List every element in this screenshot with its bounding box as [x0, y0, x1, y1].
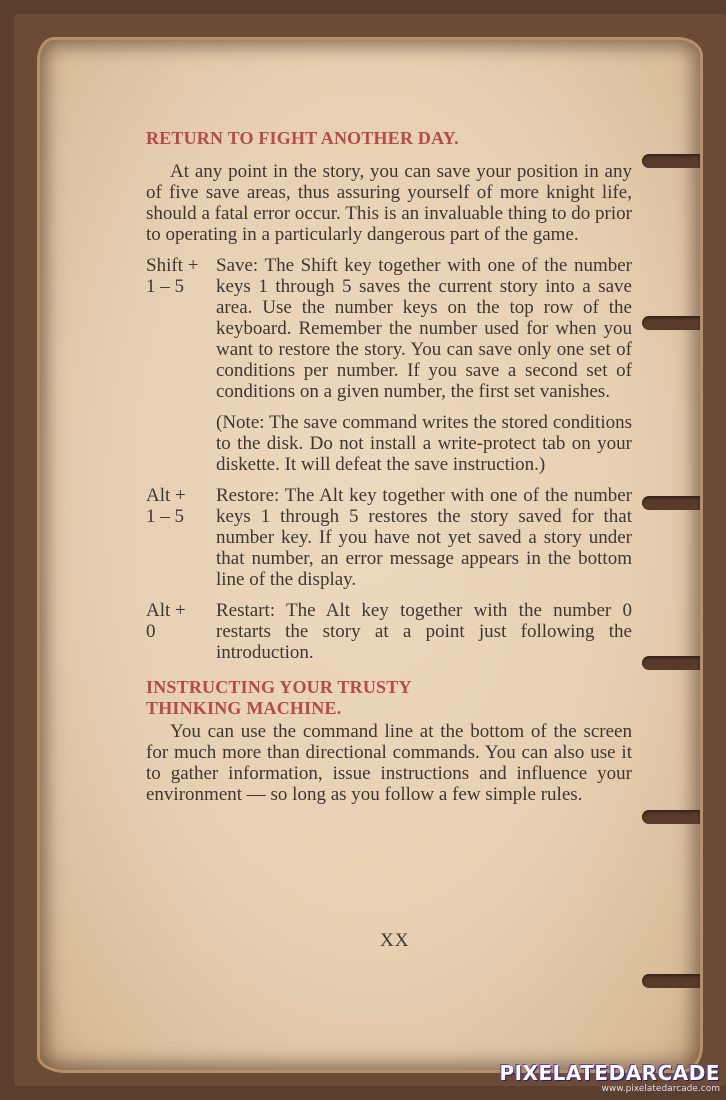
binding-hole: [642, 154, 700, 168]
watermark: [499, 1062, 720, 1094]
command-description: Save: The Shift key together with one of the number keys 1 through 5 saves the current story into a save area. Use the number keys on the top row of the keyboard. Remember the number used for when you want to restore the story. You can save only one set of conditions per number. If you save a second set of conditions on a given number, the first set vanishes.: [216, 255, 632, 402]
key-number: 1 – 5: [146, 506, 184, 527]
page-content: [146, 128, 632, 805]
binding-hole: [642, 656, 700, 670]
command-restore: [146, 485, 632, 590]
outro-paragraph: You can use the command line at the bottom of the screen for much more than directional commands. You can also use it to gather information, issue instructions and influence your environment — so long as you follow a few simple rules.: [146, 721, 632, 805]
command-key: [146, 485, 216, 590]
binding-hole: [642, 810, 700, 824]
key-modifier: Alt +: [146, 485, 186, 506]
binding-hole: [642, 974, 700, 988]
command-save: [146, 255, 632, 402]
key-number: 1 – 5: [146, 276, 184, 297]
binding-hole: [642, 496, 700, 510]
key-modifier: Alt +: [146, 600, 186, 621]
page-number: XX: [380, 930, 410, 951]
watermark-url: www.pixelatedarcade.com: [601, 1084, 720, 1094]
heading-line: THINKING MACHINE.: [146, 698, 342, 718]
section-heading-instructing: [146, 677, 632, 719]
key-modifier: Shift +: [146, 255, 199, 276]
command-key: [146, 255, 216, 402]
command-description: Restore: The Alt key together with one of the number keys 1 through 5 restores the story saved for that number key. If you have not yet saved a story under that number, an error message appears in the bottom line of the display.: [216, 485, 632, 590]
key-number: 0: [146, 621, 156, 642]
binding-hole: [642, 316, 700, 330]
watermark-brand: PIXELATEDARCADE: [499, 1061, 720, 1085]
save-note: (Note: The save command writes the stored conditions to the disk. Do not install a write-protect tab on your diskette. It will defeat the save instruction.): [216, 412, 632, 475]
intro-paragraph: At any point in the story, you can save your position in any of five save areas, thus assuring yourself of more knight life, should a fatal error occur. This is an invaluable thing to do prior to operating in a particularly dangerous part of the game.: [146, 161, 632, 245]
command-restart: [146, 600, 632, 663]
heading-line: INSTRUCTING YOUR TRUSTY: [146, 677, 412, 697]
command-description: Restart: The Alt key together with the number 0 restarts the story at a point just following the introduction.: [216, 600, 632, 663]
command-key: [146, 600, 216, 663]
section-heading-save: RETURN TO FIGHT ANOTHER DAY.: [146, 128, 459, 148]
